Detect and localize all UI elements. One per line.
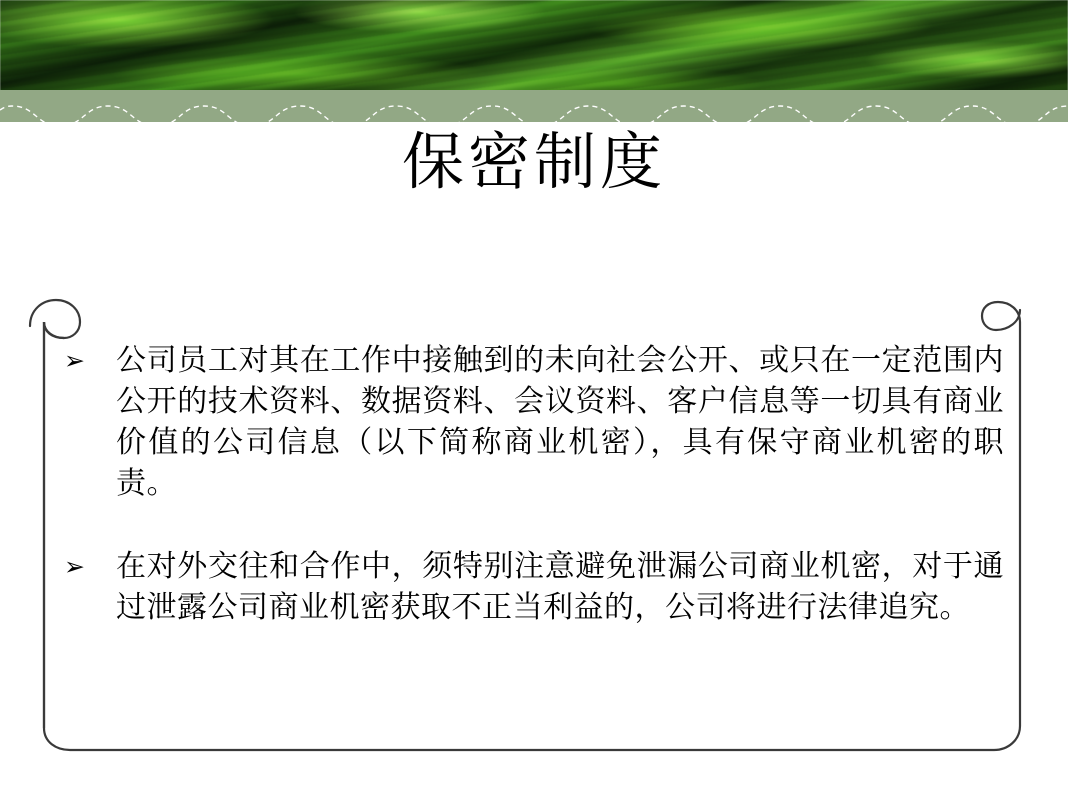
- content-frame: [22, 292, 1042, 758]
- scalloped-edge-divider: [0, 92, 1068, 122]
- list-item: [64, 340, 1004, 504]
- list-item: [64, 546, 1004, 628]
- bullet-arrow-icon: ➢: [64, 346, 85, 375]
- green-grass-photo-band: [0, 0, 1068, 96]
- bullet-list: [64, 340, 1004, 628]
- slide-title: 保密制度: [401, 125, 666, 198]
- slide-banner: [0, 0, 1068, 122]
- bullet-arrow-icon: ➢: [64, 552, 85, 581]
- list-item-text: 在对外交往和合作中，须特别注意避免泄漏公司商业机密，对于通过泄露公司商业机密获取不正当利益的，公司将进行法律追究。: [116, 549, 1004, 625]
- list-item-text: 公司员工对其在工作中接触到的未向社会公开、或只在一定范围内公开的技术资料、数据资料、会议资料、客户信息等一切具有商业价值的公司信息（以下简称商业机密），具有保守商业机密的职责。: [116, 343, 1004, 501]
